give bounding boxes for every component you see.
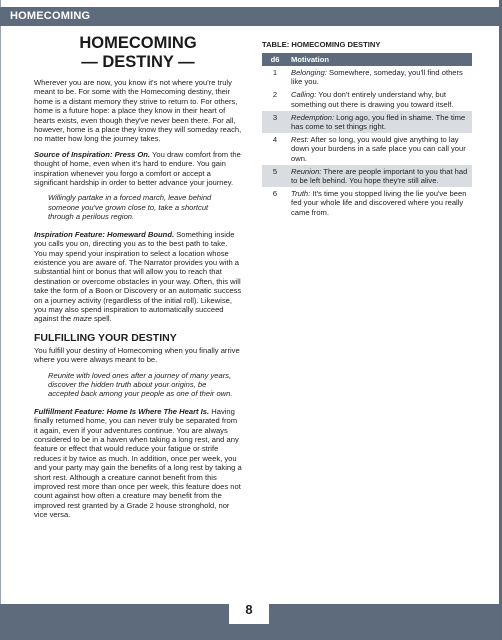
row-text: Somewhere, someday, you'll find others like you. <box>291 68 463 87</box>
inspiration-text: You draw comfort from the thought of home, even when it's hard to endure. You gain inspiration whenever you forgo a comfort or accept a significant hardship in order to better advance your journey. <box>34 149 241 188</box>
fulfilling-examples: Reunite with loved ones after a journey of many years, discover the hidden truth about your origins, be accepted back among your people as one of their own. <box>48 370 233 399</box>
table-row <box>262 88 472 110</box>
row-name: Rest: <box>291 135 309 145</box>
feature-spell: maze <box>73 314 92 324</box>
row-motivation <box>288 111 472 133</box>
die-column-header: d6 <box>262 53 288 66</box>
fulfillment-text: Having finally returned home, you can never truly be separated from it again, even if your adventures continue. You are always considered to be in a haven when taking a long rest, and any feature or effect that would reduce your fatigue or strife reduces it by twice as much. In addition, once per week, you and your party may gain the benefits of a long rest by taking a short rest. Although a creature cannot benefit from this improved rest more than once per week, this feature does not count against how often a creature may benefit from the improved rest granted by a Grade 2 house stronghold, nor vice versa. <box>34 406 242 520</box>
row-name: Belonging: <box>291 68 327 77</box>
row-motivation <box>288 165 472 187</box>
row-text: After so long, you would give anything to lay down your burdens in a safe place you can call your own. <box>291 135 466 163</box>
row-text: You don't entirely understand why, but something out there is drawing you toward itself. <box>291 90 454 109</box>
fulfillment-paragraph <box>34 407 242 520</box>
row-name: Redemption: <box>291 112 335 122</box>
page-number: 8 <box>229 598 269 624</box>
table-row <box>262 187 472 219</box>
table-row <box>262 165 472 187</box>
feature-paragraph <box>34 230 242 324</box>
inspiration-label: Source of Inspiration: Press On. <box>34 149 151 159</box>
row-motivation <box>288 187 472 219</box>
section-header-bar <box>0 7 499 26</box>
table-row <box>262 66 472 88</box>
row-text: There are people important to you that had to be left behind. You hope they're still alive. <box>291 166 468 186</box>
fulfilling-heading: FULFILLING YOUR DESTINY <box>34 331 177 344</box>
table-row <box>262 111 472 133</box>
row-motivation <box>288 88 472 110</box>
row-die: 1 <box>272 68 278 77</box>
feature-end: spell. <box>91 314 112 324</box>
fulfilling-paragraph: You fulfill your destiny of Homecoming when you finally arrive where you were always meant to be. <box>34 345 240 365</box>
destiny-table <box>262 53 472 219</box>
title-line-2: — DESTINY — <box>81 53 195 71</box>
fulfillment-label: Fulfillment Feature: Home Is Where The Heart Is. <box>34 406 210 416</box>
row-motivation <box>288 66 472 88</box>
motivation-column-header: Motivation <box>288 53 472 66</box>
table-header-row <box>262 53 472 66</box>
row-text: It's time you stopped living the lie you've been fed your whole life and discovered where you really came from. <box>291 189 467 217</box>
inspiration-examples: Willingly partake in a forced march, leave behind someone you've grown close to, take a shortcut through a perilous region. <box>48 193 212 222</box>
feature-label: Inspiration Feature: Homeward Bound. <box>34 229 175 239</box>
section-label: HOMECOMING <box>10 10 91 22</box>
row-name: Calling: <box>291 90 317 100</box>
row-motivation <box>288 133 472 165</box>
table-row <box>262 133 472 165</box>
row-name: Truth: <box>291 189 311 199</box>
inspiration-paragraph <box>34 150 242 188</box>
row-text: Long ago, you fled in shame. The time has come to set things right. <box>291 112 466 132</box>
left-column <box>34 34 242 526</box>
table-title: TABLE: HOMECOMING DESTINY <box>262 40 381 49</box>
row-die: 4 <box>272 135 278 145</box>
page-title <box>34 34 242 72</box>
feature-text: Something inside you calls you on, directing you as to the best path to take. You may spend your inspiration to select a location whose existence you are aware of. The Narrator provides you with a substantial hint or bonus that will allow you to reach that destination or overcome obstacles in your way. Often, this will take the form of a Boon or Discovery or an automatic success on a journey activity (regardless of the initial roll). Likewise, you may also spend inspiration to automatically succeed against the <box>34 229 242 324</box>
row-die: 2 <box>272 90 278 100</box>
row-die: 6 <box>272 189 278 199</box>
intro-paragraph: Wherever you are now, you know it's not where you're truly meant to be. For some with the Homecoming destiny, their home is a distant memory they strive to return to. For others, home is a future hope: a place they know in their heart of hearts exists, even though they've never been there. For all, however, home is a place they know they will someday reach, no matter how long the journey takes. <box>34 78 242 144</box>
right-column <box>262 40 472 219</box>
row-die: 3 <box>262 111 288 133</box>
title-line-1: HOMECOMING <box>79 34 197 52</box>
row-die: 5 <box>262 165 288 187</box>
row-name: Reunion: <box>291 166 322 176</box>
